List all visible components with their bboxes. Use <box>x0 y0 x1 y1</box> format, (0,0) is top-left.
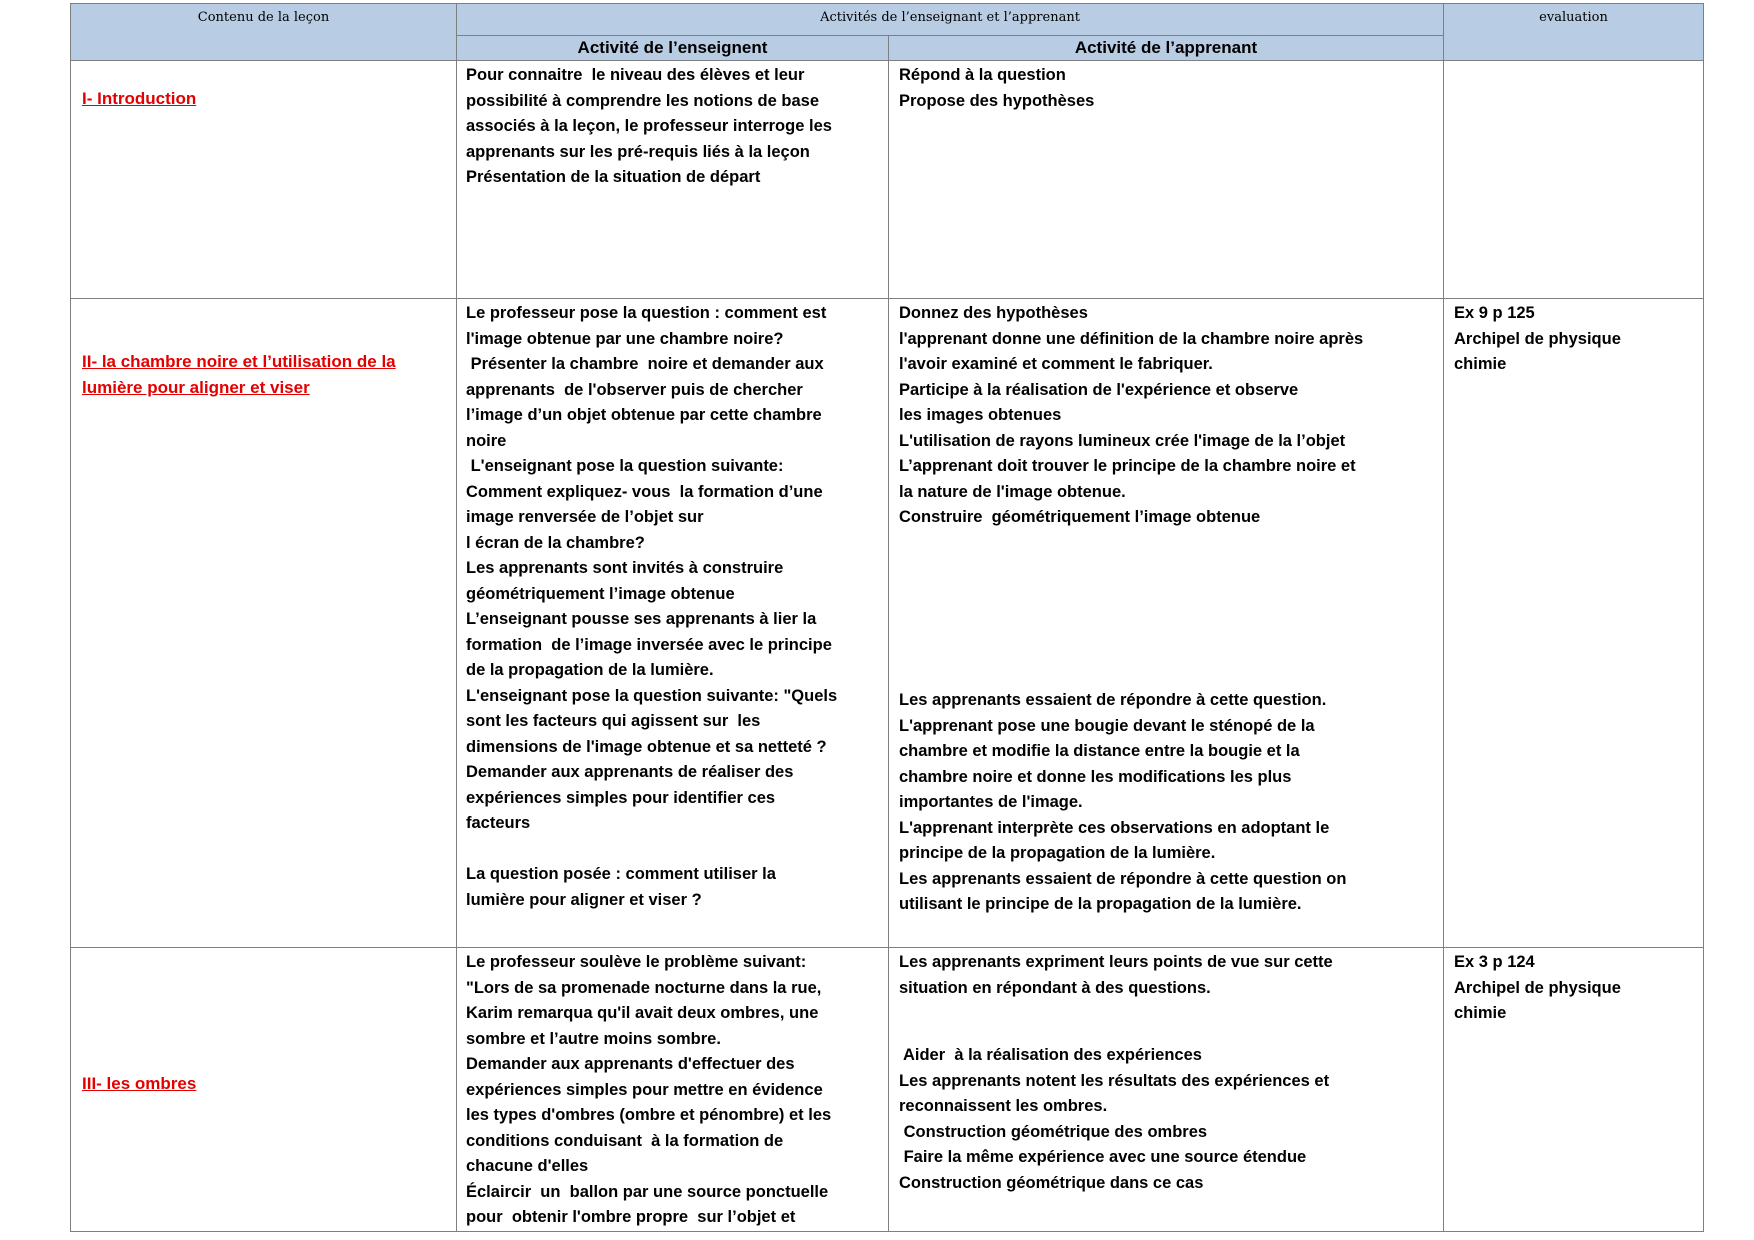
teacher-line: Les apprenants sont invités à construire <box>466 559 784 577</box>
learner-line: L'apprenant interprète ces observations en adoptant le <box>899 818 1330 837</box>
teacher-line: Pour connaitre le niveau des élèves et leur <box>466 66 805 84</box>
evaluation-line: Ex 3 p 124 <box>1454 953 1535 971</box>
teacher-line: sont les facteurs qui agissent sur les <box>466 712 761 730</box>
learner-line: Faire la même expérience avec une source étendue <box>899 1148 1307 1166</box>
teacher-line: Présentation de la situation de départ <box>466 168 761 186</box>
border-col2 <box>888 35 889 1232</box>
learner-line: Donnez des hypothèses <box>899 304 1088 322</box>
header-activities: Activités de l’enseignant et l’apprenant <box>820 10 1080 25</box>
learner-activity-chambre-noire-top <box>899 301 1439 531</box>
teacher-line: Le professeur soulève le problème suivant: <box>466 953 807 971</box>
header-lesson-content: Contenu de la leçon <box>197 10 330 25</box>
teacher-line: formation de l’image inversée avec le principe <box>466 635 832 654</box>
border-col3 <box>1443 3 1444 1232</box>
teacher-line: apprenants sur les pré-requis liés à la leçon <box>466 142 810 161</box>
section-title-ombres: III- les ombres <box>82 1074 197 1093</box>
teacher-line: lumière pour aligner et viser ? <box>466 890 702 909</box>
evaluation-line: chimie <box>1454 355 1507 373</box>
learner-activity-ombres-bottom <box>899 1043 1439 1196</box>
teacher-line: sombre et l’autre moins sombre. <box>466 1029 721 1048</box>
evaluation-line: Archipel de physique <box>1454 329 1621 348</box>
learner-line: chambre et modifie la distance entre la bougie et la <box>899 742 1300 760</box>
teacher-line: Comment expliquez- vous la formation d’une <box>466 482 823 501</box>
teacher-line: Le professeur pose la question : comment est <box>466 304 827 322</box>
teacher-activity-chambre-noire <box>466 301 886 913</box>
teacher-line: noire <box>466 431 507 450</box>
teacher-line: L'enseignant pose la question suivante: "Quels <box>466 686 838 705</box>
teacher-line: l écran de la chambre? <box>466 533 645 552</box>
teacher-line: L’enseignant pousse ses apprenants à lier la <box>466 610 817 628</box>
border-row1 <box>70 298 1704 299</box>
learner-line: Construction géométrique dans ce cas <box>899 1173 1204 1192</box>
learner-line: l'apprenant donne une définition de la chambre noire après <box>899 329 1364 348</box>
teacher-line: Karim remarqua qu'il avait deux ombres, une <box>466 1004 819 1022</box>
teacher-line: apprenants de l'observer puis de chercher <box>466 380 803 399</box>
learner-line: Propose des hypothèses <box>899 91 1095 110</box>
teacher-line: facteurs <box>466 814 531 832</box>
learner-line: Aider à la réalisation des expériences <box>899 1046 1202 1064</box>
learner-line: l'avoir examiné et comment le fabriquer. <box>899 355 1213 373</box>
learner-line: situation en répondant à des questions. <box>899 978 1211 997</box>
evaluation-line: Ex 9 p 125 <box>1454 304 1535 322</box>
evaluation-chambre-noire <box>1454 301 1699 378</box>
teacher-line: La question posée : comment utiliser la <box>466 865 776 883</box>
border-left <box>70 3 71 1232</box>
border-top <box>70 3 1704 4</box>
learner-line: L'utilisation de rayons lumineux crée l'image de la l’objet <box>899 431 1346 450</box>
learner-line: L'apprenant pose une bougie devant le sténopé de la <box>899 716 1315 735</box>
learner-line: Répond à la question <box>899 66 1066 84</box>
teacher-line: pour obtenir l'ombre propre sur l’objet et <box>466 1208 796 1226</box>
evaluation-ombres <box>1454 950 1699 1027</box>
learner-line: L’apprenant doit trouver le principe de la chambre noire et <box>899 457 1356 475</box>
learner-line: Construire géométriquement l’image obtenue <box>899 508 1261 526</box>
teacher-line: L'enseignant pose la question suivante: <box>466 457 784 475</box>
learner-line: reconnaissent les ombres. <box>899 1097 1108 1115</box>
teacher-line: conditions conduisant à la formation de <box>466 1131 784 1150</box>
teacher-line: de la propagation de la lumière. <box>466 661 714 679</box>
learner-line: la nature de l'image obtenue. <box>899 482 1126 501</box>
teacher-line: dimensions de l'image obtenue et sa netteté ? <box>466 737 827 756</box>
evaluation-line: Archipel de physique <box>1454 978 1621 997</box>
teacher-line: possibilité à comprendre les notions de base <box>466 91 820 110</box>
learner-line: Les apprenants essaient de répondre à cette question. <box>899 691 1327 709</box>
border-subheader <box>457 35 1443 36</box>
evaluation-line: chimie <box>1454 1004 1507 1022</box>
teacher-line: l'image obtenue par une chambre noire? <box>466 329 784 348</box>
teacher-line: Présenter la chambre noire et demander aux <box>466 355 824 373</box>
border-row2 <box>70 947 1704 948</box>
learner-line: utilisant le principe de la propagation de la lumière. <box>899 895 1302 913</box>
teacher-line: l’image d’un objet obtenue par cette chambre <box>466 406 822 424</box>
learner-line: Les apprenants expriment leurs points de vue sur cette <box>899 953 1333 971</box>
learner-activity-introduction <box>899 63 1439 114</box>
section-title-line: II- la chambre noire et l’utilisation de la <box>82 352 396 371</box>
border-header-bottom <box>70 60 1704 61</box>
teacher-line: Éclaircir un ballon par une source ponctuelle <box>466 1182 829 1201</box>
learner-line: Participe à la réalisation de l'expérience et observe <box>899 380 1299 399</box>
teacher-activity-introduction <box>466 63 886 191</box>
teacher-line: "Lors de sa promenade nocturne dans la rue, <box>466 978 822 997</box>
teacher-line: Demander aux apprenants de réaliser des <box>466 763 794 781</box>
learner-line: Les apprenants essaient de répondre à cette question on <box>899 869 1347 888</box>
teacher-line: géométriquement l’image obtenue <box>466 584 735 603</box>
learner-line: les images obtenues <box>899 406 1062 424</box>
section-title-line: lumière pour aligner et viser <box>82 377 310 397</box>
learner-line: importantes de l'image. <box>899 793 1083 811</box>
teacher-line: associés à la leçon, le professeur interroge les <box>466 117 832 135</box>
teacher-line: expériences simples pour mettre en évidence <box>466 1080 823 1099</box>
learner-activity-chambre-noire-bottom <box>899 688 1439 918</box>
teacher-line: image renversée de l’objet sur <box>466 508 704 526</box>
teacher-line: les types d'ombres (ombre et pénombre) et les <box>466 1106 832 1124</box>
learner-line: Construction géométrique des ombres <box>899 1122 1208 1141</box>
learner-line: principe de la propagation de la lumière. <box>899 844 1216 862</box>
border-col1 <box>456 3 457 1232</box>
teacher-line: expériences simples pour identifier ces <box>466 788 776 807</box>
section-title-introduction: I- Introduction <box>82 89 197 108</box>
learner-line: chambre noire et donne les modifications les plus <box>899 767 1292 786</box>
learner-line: Les apprenants notent les résultats des expériences et <box>899 1071 1330 1090</box>
border-bottom <box>70 1231 1704 1232</box>
header-evaluation: evaluation <box>1539 10 1608 25</box>
border-right <box>1703 3 1704 1232</box>
teacher-line: Demander aux apprenants d'effectuer des <box>466 1055 795 1073</box>
header-teacher-activity: Activité de l’enseignent <box>577 38 768 57</box>
teacher-line <box>466 837 886 863</box>
teacher-activity-ombres <box>466 950 886 1231</box>
header-learner-activity: Activité de l’apprenant <box>1074 38 1258 57</box>
teacher-line: chacune d'elles <box>466 1157 589 1175</box>
section-title-chambre-noire <box>82 349 396 400</box>
learner-activity-ombres-top <box>899 950 1439 1001</box>
